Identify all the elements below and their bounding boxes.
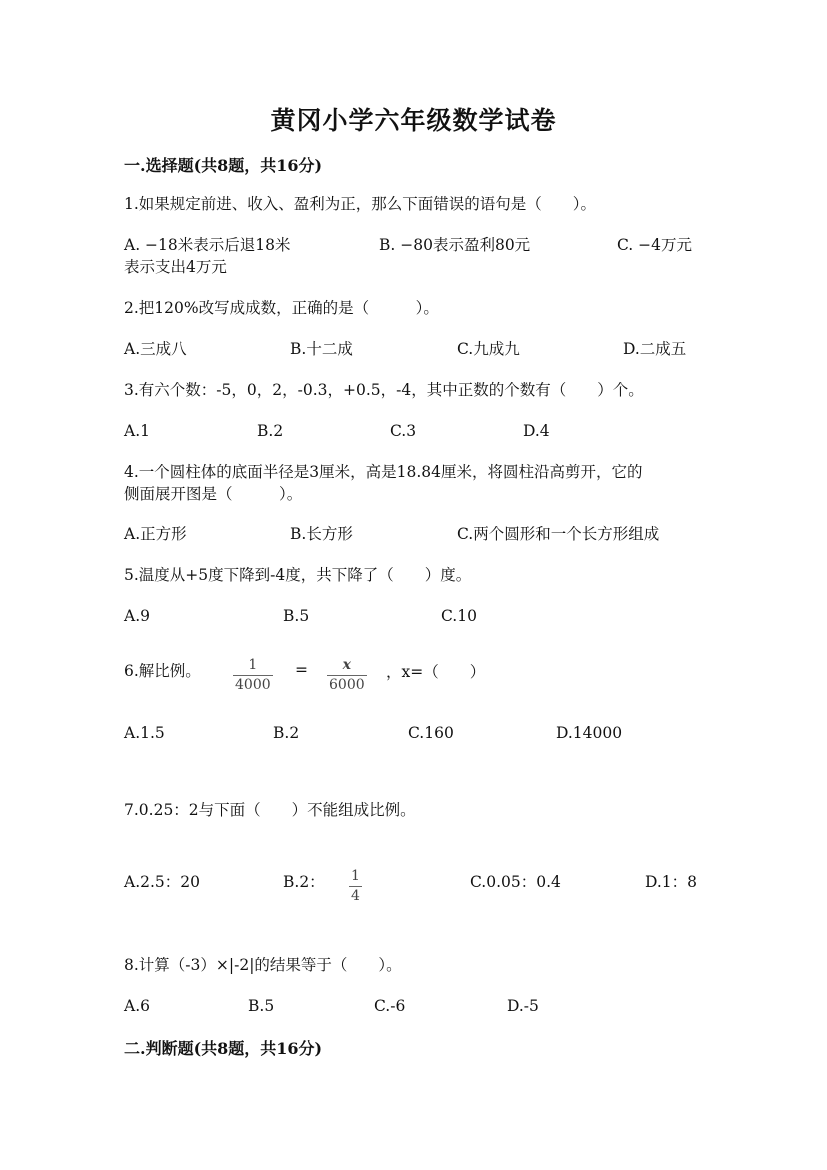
question-6-option-a: A.1.5 [124,724,165,742]
question-2-option-a: A.三成八 [124,340,187,358]
question-6-option-b: B.2 [273,724,300,742]
fraction-bar [349,886,362,887]
fraction-numerator: 1 [351,868,360,884]
fraction-x-over-6000 [327,657,367,693]
question-4-stem-continued: 侧面展开图是（ ）。 [124,485,303,503]
page-title: 黄冈小学六年级数学试卷 [270,106,557,135]
section-heading-choice: 一.选择题(共8题，共16分) [124,156,323,175]
question-3-stem: 3.有六个数：-5，0，2，-0.3，+0.5，-4，其中正数的个数有（ ）个。 [124,381,644,399]
question-5-option-a: A.9 [124,607,150,625]
question-4-option-b: B.长方形 [290,525,353,543]
question-2-option-d: D.二成五 [623,340,687,358]
question-8-option-c: C.-6 [374,997,406,1015]
question-5-stem: 5.温度从+5度下降到-4度，共下降了（ ）度。 [124,566,472,584]
equals-sign: = [295,661,308,679]
fraction-denominator: 6000 [329,677,365,693]
question-8-option-b: B.5 [248,997,275,1015]
question-8-stem: 8.计算（-3）×|-2|的结果等于（ ）。 [124,956,402,974]
question-3-option-d: D.4 [523,422,550,440]
fraction-bar [233,675,273,676]
question-3-option-a: A.1 [124,422,150,440]
question-1-option-c-continued: 表示支出4万元 [124,258,227,276]
question-2-stem: 2.把120%改写成成数，正确的是（ ）。 [124,299,439,317]
question-5-option-b: B.5 [283,607,310,625]
question-8-option-a: A.6 [124,997,150,1015]
question-1-stem: 1.如果规定前进、收入、盈利为正，那么下面错误的语句是（ ）。 [124,195,597,213]
question-3-option-b: B.2 [257,422,284,440]
question-4-option-a: A.正方形 [124,525,187,543]
question-7-option-d: D.1：8 [645,873,698,891]
question-6-option-c: C.160 [408,724,454,742]
question-7-option-c: C.0.05：0.4 [470,873,561,891]
fraction-1-over-4 [349,868,362,904]
question-3-option-c: C.3 [390,422,417,440]
question-6-stem: 6.解比例。 [124,662,201,680]
question-7-option-b: B.2： [283,873,325,891]
question-7-option-a: A.2.5：20 [124,873,200,891]
fraction-bar [327,675,367,676]
question-8-option-d: D.-5 [507,997,539,1015]
question-4-option-c: C.两个圆形和一个长方形组成 [457,525,660,543]
fraction-1-over-4000 [233,657,273,693]
question-5-option-c: C.10 [441,607,477,625]
question-1-option-c: C. −4万元 [617,236,693,254]
question-6-option-d: D.14000 [556,724,623,742]
question-2-option-c: C.九成九 [457,340,520,358]
fraction-denominator: 4 [351,888,360,904]
question-1-option-b: B. −80表示盈利80元 [379,236,531,254]
question-4-stem: 4.一个圆柱体的底面半径是3厘米，高是18.84厘米，将圆柱沿高剪开，它的 [124,463,643,481]
question-1-option-a: A. −18米表示后退18米 [124,236,291,254]
question-2-option-b: B.十二成 [290,340,353,358]
question-6-answer-blank: ，x=（ ） [386,663,486,681]
fraction-numerator: 1 [248,657,258,673]
question-7-stem: 7.0.25：2与下面（ ）不能组成比例。 [124,801,416,819]
fraction-numerator: x [342,657,351,673]
section-heading-judgment: 二.判断题(共8题，共16分) [124,1039,323,1058]
fraction-denominator: 4000 [235,677,271,693]
